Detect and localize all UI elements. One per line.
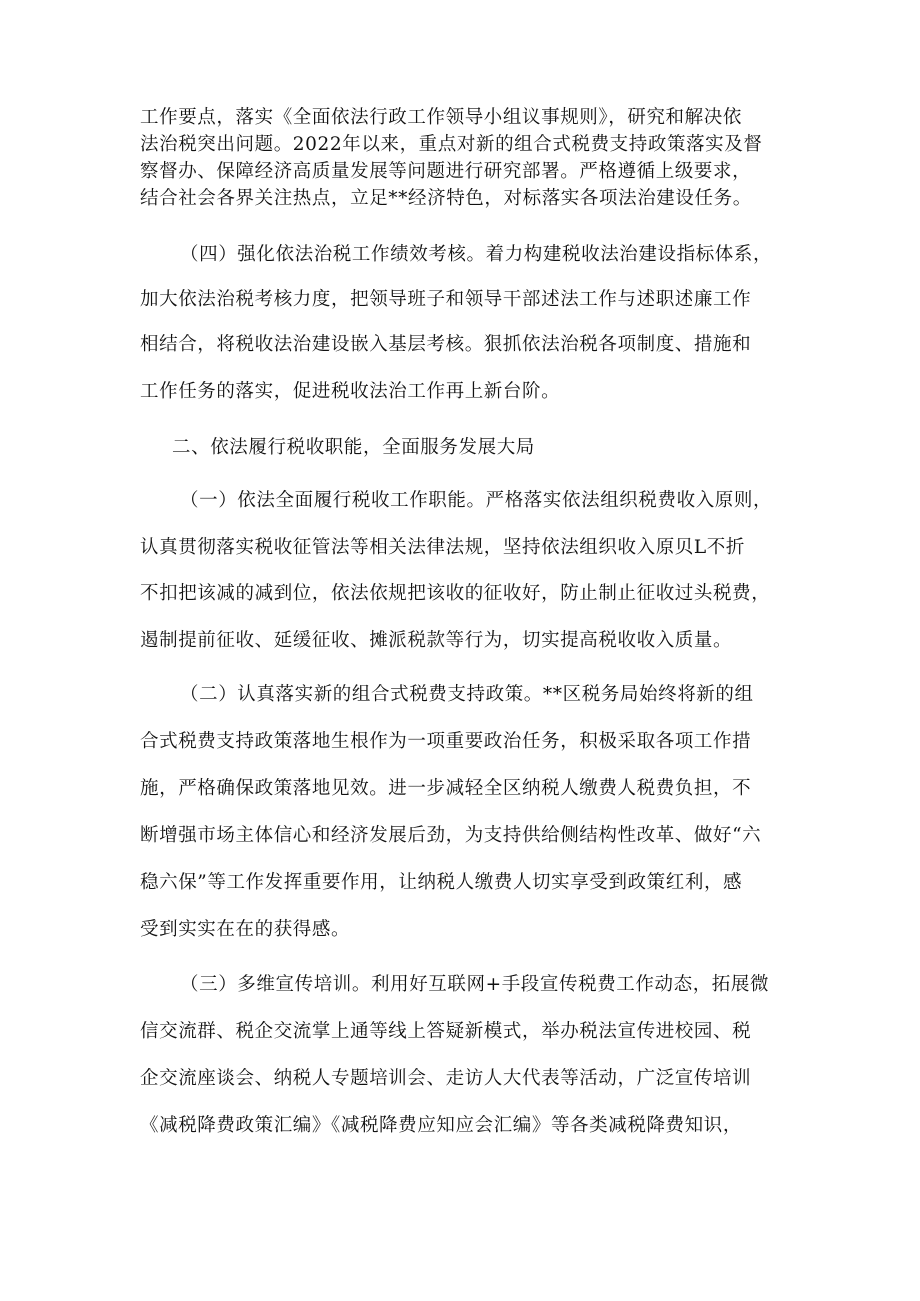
text-line: 加大依法治税考核力度，把领导班子和领导干部述法工作与述职述廉工作 — [140, 289, 752, 310]
text-line: 结合社会各界关注热点，立足**经济特色，对标落实各项法治建设任务。 — [140, 188, 752, 209]
text-line: （二）认真落实新的组合式税费支持政策。**区税务局始终将新的组 — [180, 684, 754, 705]
text-line: 企交流座谈会、纳税人专题培训会、走访人大代表等活动，广泛宣传培训 — [140, 1068, 752, 1089]
text-line: 认真贯彻落实税收征管法等相关法律法规，坚持依法组织收入原贝L不折 — [140, 537, 745, 558]
text-line: 相结合，将税收法治建设嵌入基层考核。狠抓依法治税各项制度、措施和 — [140, 334, 752, 355]
text-line: 施，严格确保政策落地见效。进一步减轻全区纳税人缴费人税费负担，不 — [140, 778, 752, 799]
text-line: 受到实实在在的获得感。 — [140, 919, 351, 940]
text-line: （一）依法全面履行税收工作职能。严格落实依法组织税费收入原则， — [180, 490, 773, 511]
text-line: 稳六保”等工作发挥重要作用，让纳税人缴费人切实享受到政策红利，感 — [140, 872, 743, 893]
text-line: （三）多维宣传培训。利用好互联网+手段宣传税费工作动态，拓展微 — [180, 974, 770, 995]
text-line: 《减税降费政策汇编》《减税降费应知应会汇编》等各类减税降费知识， — [140, 1115, 742, 1136]
text-line: 断增强市场主体信心和经济发展后劲，为支持供给侧结构性改革、做好“六 — [140, 825, 762, 846]
heading-text: 二、依法履行税收职能，全面服务发展大局 — [172, 437, 535, 458]
text-line: 合式税费支持政策落地生根作为一项重要政治任务，积极采取各项工作措 — [140, 731, 752, 752]
text-line: 工作要点，落实《全面依法行政工作领导小组议事规则》，研究和解决依 — [140, 107, 742, 128]
text-line: 工作任务的落实，促进税收法治工作再上新台阶。 — [140, 381, 561, 402]
text-line: 信交流群、税企交流掌上通等线上答疑新模式，举办税法宣传进校园、税 — [140, 1021, 752, 1042]
text-line: 察督办、保障经济高质量发展等问题进行研究部署。严格遵循上级要求， — [140, 161, 752, 182]
text-line: 不扣把该减的减到位，依法依规把该收的征收好，防止制止征收过头税费， — [140, 583, 771, 604]
text-line: 法治税突出问题。2022年以来，重点对新的组合式税费支持政策落实及督 — [140, 134, 763, 155]
text-line: 遏制提前征收、延缓征收、摊派税款等行为，切实提高税收收入质量。 — [140, 630, 733, 651]
text-line: （四）强化依法治税工作绩效考核。着力构建税收法治建设指标体系， — [180, 244, 773, 265]
